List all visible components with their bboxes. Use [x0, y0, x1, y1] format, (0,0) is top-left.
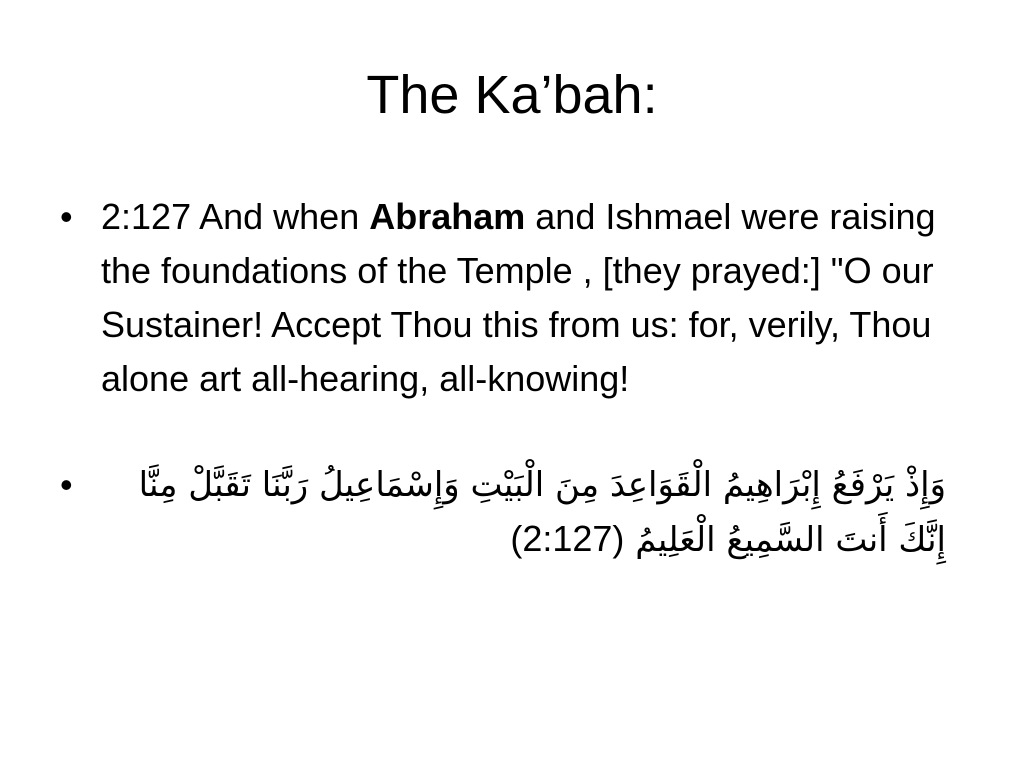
- bullet-list: [60, 190, 980, 567]
- verse-reference: (2:127): [510, 518, 625, 559]
- slide-title: The Ka’bah:: [366, 65, 658, 125]
- arabic-line-1: وَإِذْ يَرْفَعُ إِبْرَاهِيمُ الْقَوَاعِدَ مِنَ الْبَيْتِ وَإِسْمَاعِيلُ رَبَّنَا تَقَبَّلْ مِنَّا: [138, 465, 946, 505]
- verse-text-arabic: [101, 458, 946, 567]
- arabic-line-2: [101, 512, 946, 567]
- bullet-icon: •: [60, 196, 73, 237]
- verse-text-bold-name: Abraham: [369, 196, 526, 237]
- bullet-item-arabic-verse: [60, 458, 961, 567]
- verse-text-after-bold: and Ishmael were raising the foundations of the Temple , [they prayed:] "O our Sustainer! Accept Thou this from us: for, verily, Thou alone art all-hearing, all-knowing!: [101, 196, 936, 399]
- bullet-icon: •: [60, 464, 73, 505]
- verse-text-english: [101, 196, 935, 399]
- verse-text-before-bold: 2:127 And when: [101, 196, 370, 237]
- arabic-line-2-text: إِنَّكَ أَنتَ السَّمِيعُ الْعَلِيمُ: [635, 520, 946, 560]
- bullet-item-english-verse: [60, 190, 961, 406]
